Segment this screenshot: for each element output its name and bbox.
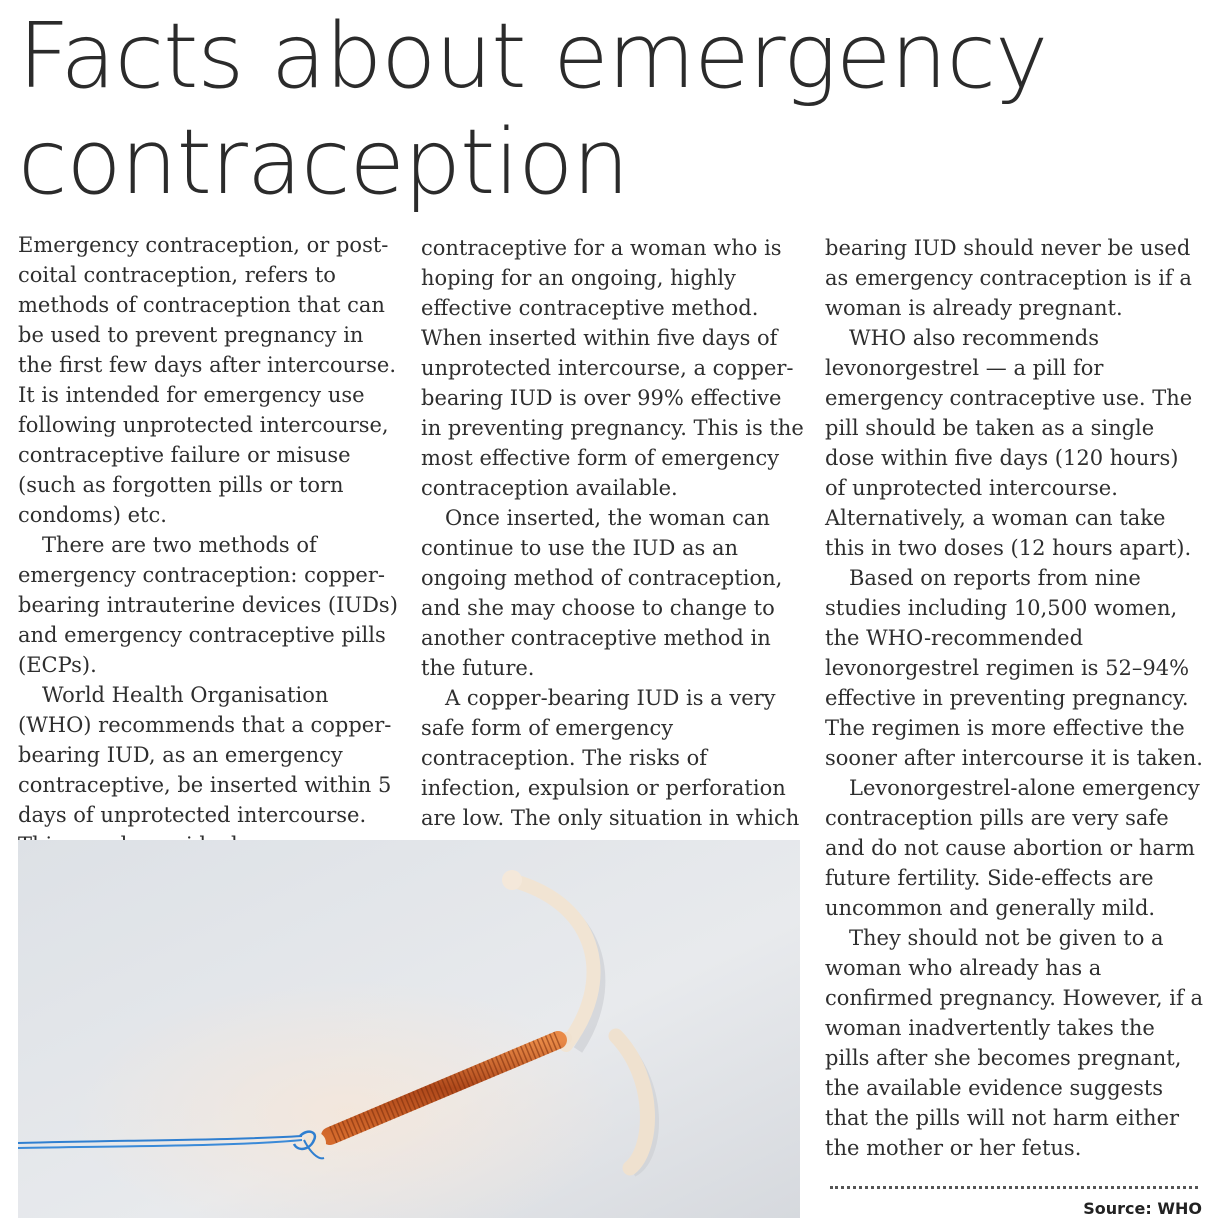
divider [830, 1186, 1198, 1189]
paragraph: contraceptive for a woman who is hoping for an ongoing, highly effective contraceptive method. When inserted within five days of unprotected intercourse, a copper-bearing IUD is over 99% effective in preventing pregnancy. This is the most effective form of emergency contraception available. [421, 236, 804, 500]
iud-photo [18, 840, 800, 1218]
paragraph: WHO also recommends levonorgestrel — a pill for emergency contraceptive use. The pill should be taken as a single dose within five days (120 hours) of unprotected intercourse. Alternatively, a woman can take this in two doses (12 hours apart). [825, 326, 1193, 560]
paragraph: They should not be given to a woman who already has a confirmed pregnancy. However, if a woman inadvertently takes the pills after she becomes pregnant, the available evidence suggests that the pills will not harm either the mother or her fetus. [825, 926, 1203, 1160]
article-title: Facts about emergency contraception [18, 4, 1048, 215]
source-credit: Source: WHO [1083, 1199, 1202, 1218]
text-column-3 [825, 233, 1205, 1163]
paragraph: Based on reports from nine studies including 10,500 women, the WHO-recommended levonorgestrel regimen is 52–94% effective in preventing pregnancy. The regimen is more effective the sooner after intercourse it is taken. [825, 566, 1203, 770]
paragraph: World Health Organisation (WHO) recommends that a copper-bearing IUD, as an emergency contraceptive, be inserted within 5 days of unprotected intercourse. [18, 683, 392, 827]
paragraph: bearing IUD should never be used as emergency contraception is if a woman is already pregnant. [825, 236, 1192, 320]
text-column-1 [18, 230, 398, 860]
paragraph: A copper-bearing IUD is a very safe form of emergency contraception. The risks of infection, expulsion or perforation are low. The only situation in which [421, 686, 800, 830]
paragraph: Emergency contraception, or post-coital contraception, refers to methods of contraception that can be used to prevent pregnancy in the first few days after intercourse. It is intended for emergency use following unprotected intercourse, contraceptive failure or misuse (such as forgotten pills or torn condoms) etc. [18, 233, 396, 527]
paragraph: There are two methods of emergency contraception: copper-bearing intrauterine devices (IUDs) and emergency contraceptive pills (ECPs). [18, 533, 398, 677]
text-column-2 [421, 233, 806, 863]
paragraph: Once inserted, the woman can continue to use the IUD as an ongoing method of contraception, and she may choose to change to another contraceptive method in the future. [421, 506, 783, 680]
paragraph: Levonorgestrel-alone emergency contraception pills are very safe and do not cause abortion or harm future fertility. Side-effects are uncommon and generally mild. [825, 776, 1200, 920]
